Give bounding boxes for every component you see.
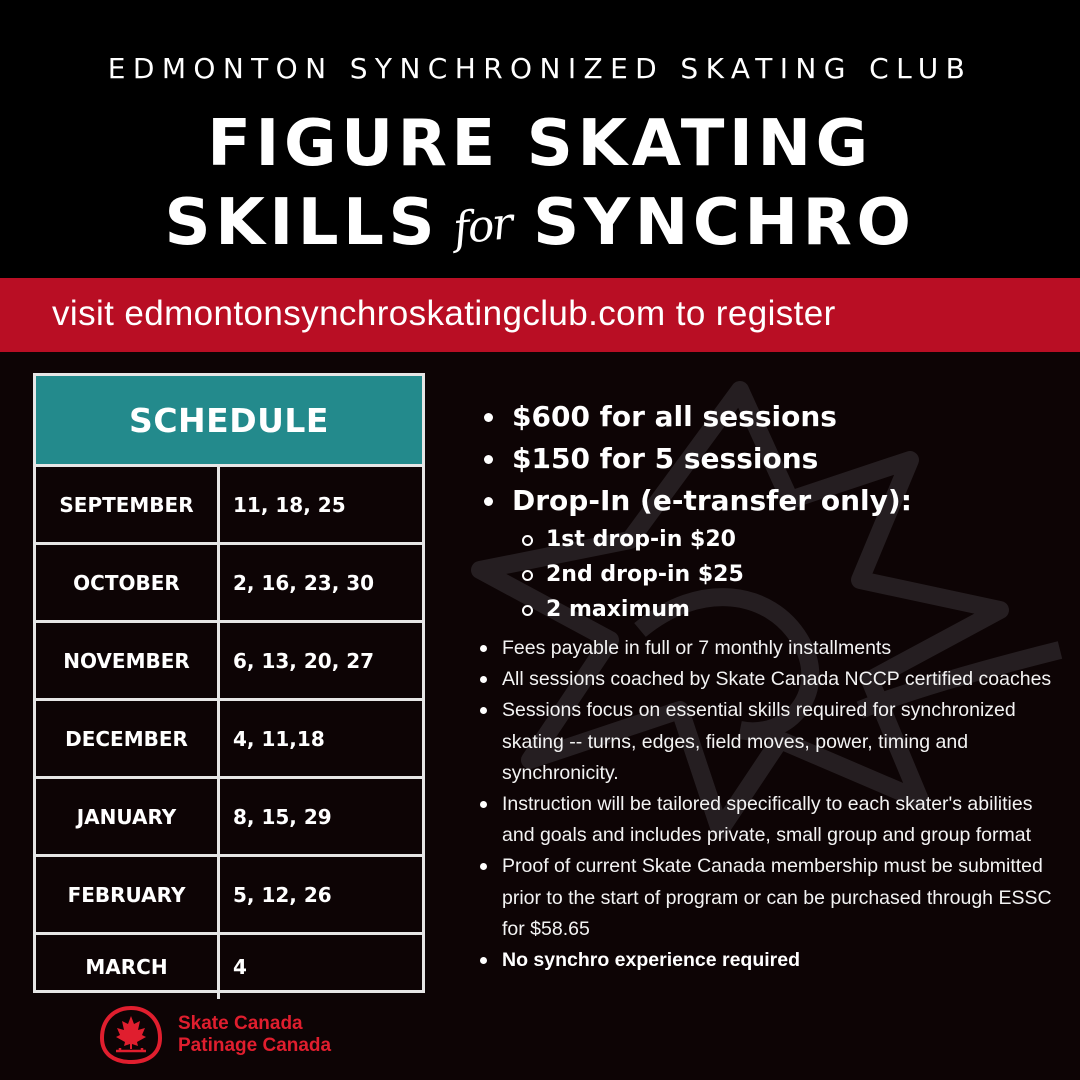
schedule-dates: 8, 15, 29 [233, 804, 332, 829]
dropin-item: 1st drop-in $20 [482, 522, 1062, 557]
maple-leaf-skate-icon [96, 1004, 166, 1066]
schedule-dates: 5, 12, 26 [233, 882, 332, 907]
table-row [36, 545, 422, 623]
price-item: Drop-In (e-transfer only): [482, 480, 1062, 522]
schedule-month: NOVEMBER [36, 623, 220, 698]
logo-line-1: Skate Canada [178, 1013, 303, 1034]
schedule-dates: 4, 11,18 [233, 726, 325, 751]
title-synchro: SYNCHRO [533, 186, 916, 261]
club-name: EDMONTON SYNCHRONIZED SKATING CLUB [107, 52, 973, 85]
dropin-list [482, 522, 1062, 627]
schedule-month: SEPTEMBER [36, 467, 220, 542]
schedule-month: DECEMBER [36, 701, 220, 776]
title-line-1: FIGURE SKATING [207, 107, 873, 181]
dropin-item: 2nd drop-in $25 [482, 557, 1062, 592]
list-item: Proof of current Skate Canada membership must be submitted prior to the start of program or can be purchased through ESSC for $58.65 [478, 851, 1068, 945]
schedule-month: MARCH [36, 935, 220, 999]
table-row [36, 935, 422, 999]
title-line-2 [0, 186, 1080, 261]
table-row [36, 467, 422, 545]
table-row [36, 623, 422, 701]
list-item: Sessions focus on essential skills required for synchronized skating -- turns, edges, field moves, power, timing and synchronicity. [478, 695, 1068, 789]
pricing-list [482, 396, 1062, 627]
register-banner [0, 278, 1080, 352]
table-row [36, 701, 422, 779]
price-item: $600 for all sessions [482, 396, 1062, 438]
dropin-item: 2 maximum [482, 592, 1062, 627]
table-row [36, 779, 422, 857]
schedule-heading: SCHEDULE [36, 376, 422, 467]
register-link-text[interactable]: visit edmontonsynchroskatingclub.com to register [52, 294, 836, 333]
schedule-dates: 2, 16, 23, 30 [233, 570, 375, 595]
table-row [36, 857, 422, 935]
logo-line-2: Patinage Canada [178, 1035, 332, 1056]
logo-text [178, 1013, 331, 1057]
list-item: All sessions coached by Skate Canada NCCP certified coaches [478, 664, 1068, 695]
list-item: Fees payable in full or 7 monthly installments [478, 633, 1068, 664]
skate-canada-logo [96, 1004, 331, 1066]
schedule-month: FEBRUARY [36, 857, 220, 932]
list-item: No synchro experience required [478, 945, 1068, 976]
program-details-list [478, 633, 1068, 976]
schedule-table [33, 373, 425, 993]
schedule-month: OCTOBER [36, 545, 220, 620]
title-skills: SKILLS [164, 186, 440, 261]
schedule-month: JANUARY [36, 779, 220, 854]
list-item: Instruction will be tailored specifically to each skater's abilities and goals and includes private, small group and group format [478, 789, 1068, 851]
title-for-script: for [451, 198, 514, 256]
schedule-dates: 11, 18, 25 [233, 492, 346, 517]
schedule-dates: 6, 13, 20, 27 [233, 648, 375, 673]
header-area [0, 0, 1080, 278]
price-item: $150 for 5 sessions [482, 438, 1062, 480]
schedule-dates: 4 [233, 955, 247, 979]
